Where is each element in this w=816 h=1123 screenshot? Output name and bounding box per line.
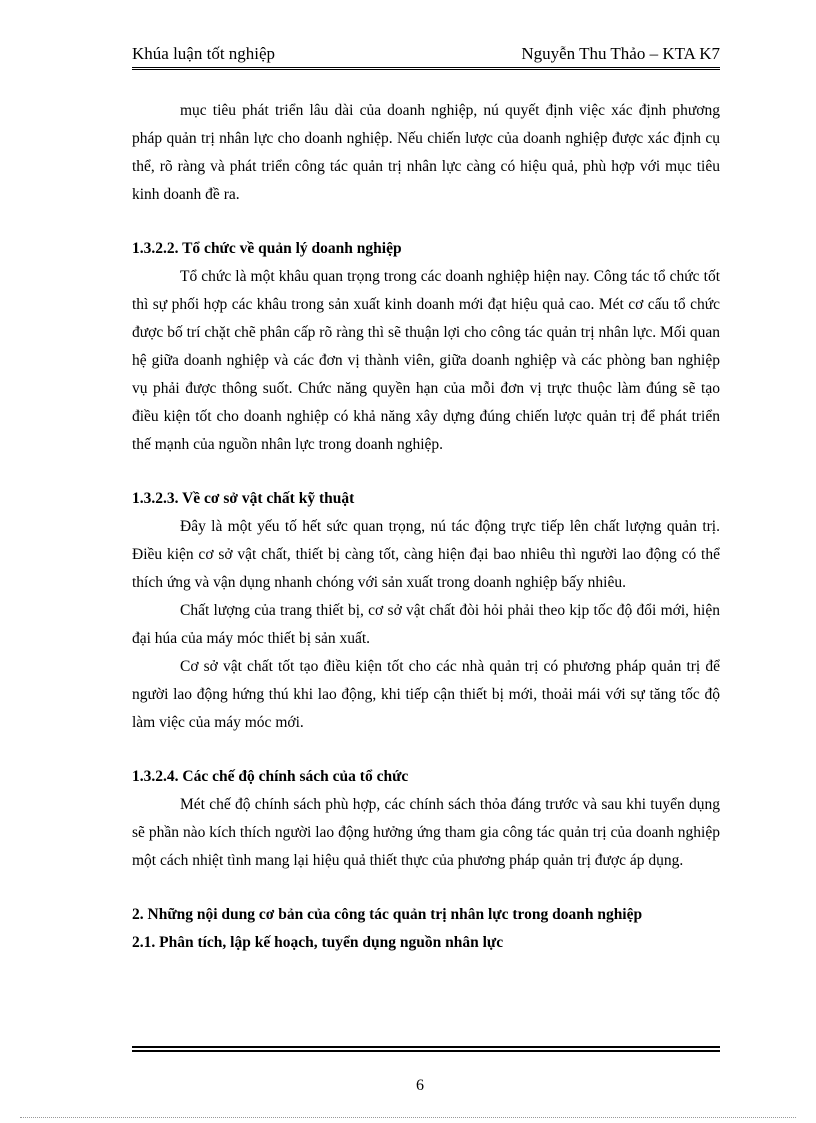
page-boundary [20,1117,796,1118]
intro-paragraph: mục tiêu phát triển lâu dài của doanh nghiệp, nú quyết định việc xác định phương pháp quản trị nhân lực cho doanh nghiệp. Nếu chiến lược của doanh nghiệp được xác định cụ thể, rõ ràng và phát triển công tác quản trị nhân lực càng có hiệu quả, phù hợp với mục tiêu kinh doanh đề ra. [132,102,720,203]
section-heading-1-3-2-2: 1.3.2.2. Tổ chức về quản lý doanh nghiệp [132,240,402,257]
section-heading-2-1: 2.1. Phân tích, lập kế hoạch, tuyển dụng nguồn nhân lực [132,934,504,951]
section-paragraph: Đây là một yếu tố hết sức quan trọng, nú tác động trực tiếp lên chất lượng quản trị. Điều kiện cơ sở vật chất, thiết bị càng tốt, càng hiện đại bao nhiêu thì người lao động có thể thích ứng và vận dụng nhanh chóng với sản xuất trong doanh nghiệp bấy nhiêu. [132,518,720,591]
header-author: Nguyễn Thu Thảo – KTA K7 [521,44,720,63]
header-rule-second [132,69,720,70]
page-body [132,97,720,957]
footer-rule-second [132,1050,720,1052]
section-heading-1-3-2-3: 1.3.2.3. Về cơ sở vật chất kỹ thuật [132,490,355,507]
footer-rule [132,1046,720,1048]
header-rule [132,67,720,68]
section-paragraph: Chất lượng của trang thiết bị, cơ sở vật chất đòi hỏi phải theo kịp tốc độ đổi mới, hiện đại húa của máy móc thiết bị sản xuất. [132,602,720,647]
page-header [132,42,720,66]
section-heading-1-3-2-4: 1.3.2.4. Các chế độ chính sách của tổ chức [132,768,409,785]
page-number: 6 [416,1077,424,1090]
section-paragraph: Mét chế độ chính sách phù hợp, các chính sách thỏa đáng trước và sau khi tuyển dụng sẽ phần nào kích thích người lao động hưởng ứng tham gia công tác quản trị của doanh nghiệp một cách nhiệt tình mang lại hiệu quả thiết thực của phương pháp quản trị được áp dụng. [132,796,720,869]
chapter-heading-2: 2. Những nội dung cơ bản của công tác quản trị nhân lực trong doanh nghiệp [132,906,643,923]
section-paragraph: Tổ chức là một khâu quan trọng trong các doanh nghiệp hiện nay. Công tác tổ chức tốt thì sự phối hợp các khâu trong sản xuất kinh doanh mới đạt hiệu quả cao. Mét cơ cấu tổ chức được bố trí chặt chẽ phân cấp rõ ràng thì sẽ thuận lợi cho công tác quản trị nhân lực. Mối quan hệ giữa doanh nghiệp và các đơn vị thành viên, giữa doanh nghiệp và các phòng ban nghiệp vụ phải được thông suốt. Chức năng quyền hạn của mỗi đơn vị trực thuộc làm đúng sẽ tạo điều kiện tốt cho doanh nghiệp có khả năng xây dựng đúng chiến lược quản trị để phát triển thế mạnh của nguồn nhân lực trong doanh nghiệp. [132,268,720,453]
header-thesis-title: Khúa luận tốt nghiệp [132,44,276,63]
section-paragraph: Cơ sở vật chất tốt tạo điều kiện tốt cho các nhà quản trị có phương pháp quản trị để người lao động hứng thú khi lao động, khi tiếp cận thiết bị mới, thoải mái với sự tăng tốc độ làm việc của máy móc mới. [132,658,720,731]
